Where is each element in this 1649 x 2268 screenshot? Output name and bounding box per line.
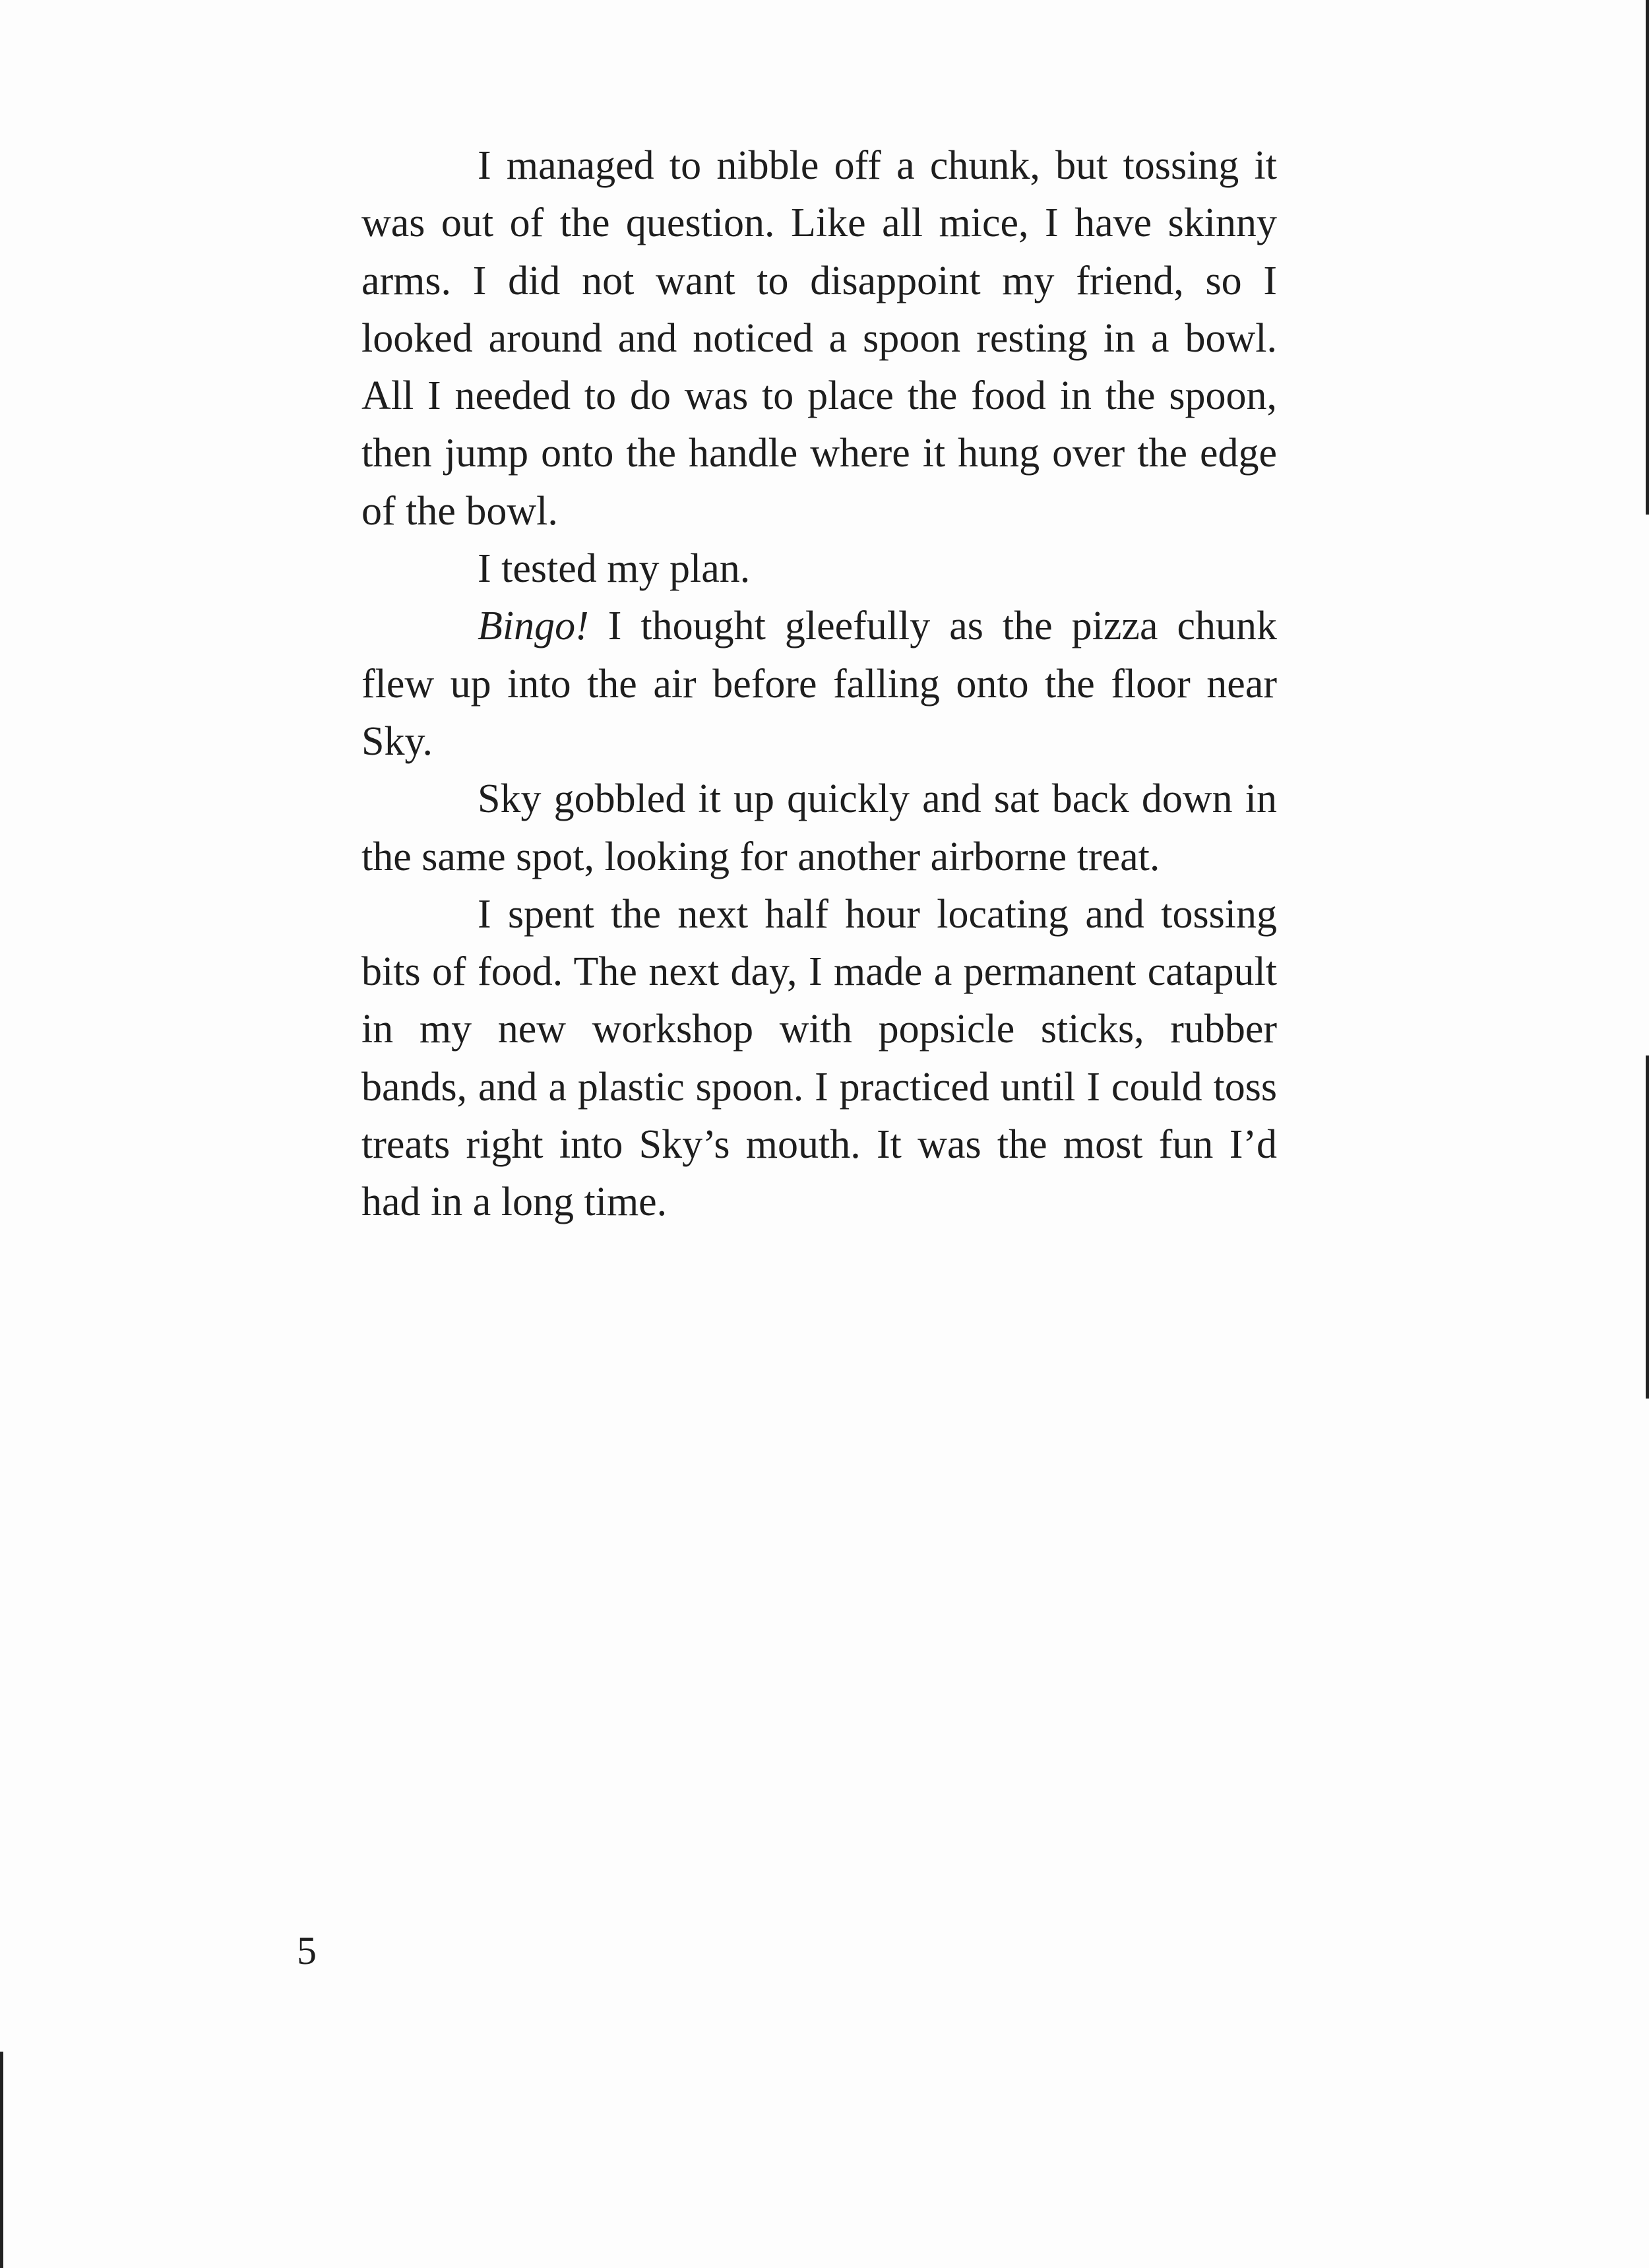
- scan-edge-mark-right-middle: [1646, 1055, 1649, 1399]
- paragraph-2: I tested my plan.: [478, 546, 751, 592]
- paragraph-1: I managed to nibble off a chunk, but tossing it was out of the question. Like all mice, I have skinny arms. I did not want to disappoint my friend, so I looked around and noticed a spoon resting in a bowl. All I needed to do was to place the food in the spoon, then jump onto the handle where it hung over the edge of the bowl.: [361, 143, 1277, 534]
- scan-edge-mark-right-top: [1646, 0, 1649, 515]
- paragraph-3: [361, 598, 1277, 771]
- paragraph-5: I spent the next half hour locating and tossing bits of food. The next day, I made a permanent catapult in my new workshop with popsicle sticks, rubber bands, and a plastic spoon. I practiced until I could toss treats right into Sky’s mouth. It was the most fun I’d had in a long time.: [361, 891, 1277, 1225]
- page-number: 5: [297, 1929, 317, 1972]
- body-text: [361, 137, 1277, 1232]
- scan-edge-mark-left-bottom: [0, 2052, 3, 2268]
- emphasis-bingo: Bingo!: [478, 604, 589, 649]
- paragraph-4: Sky gobbled it up quickly and sat back down in the same spot, looking for another airborne treat.: [361, 776, 1277, 879]
- paragraph-3-rest: I thought gleefully as the pizza chunk flew up into the air before falling onto the floor near Sky.: [361, 604, 1277, 764]
